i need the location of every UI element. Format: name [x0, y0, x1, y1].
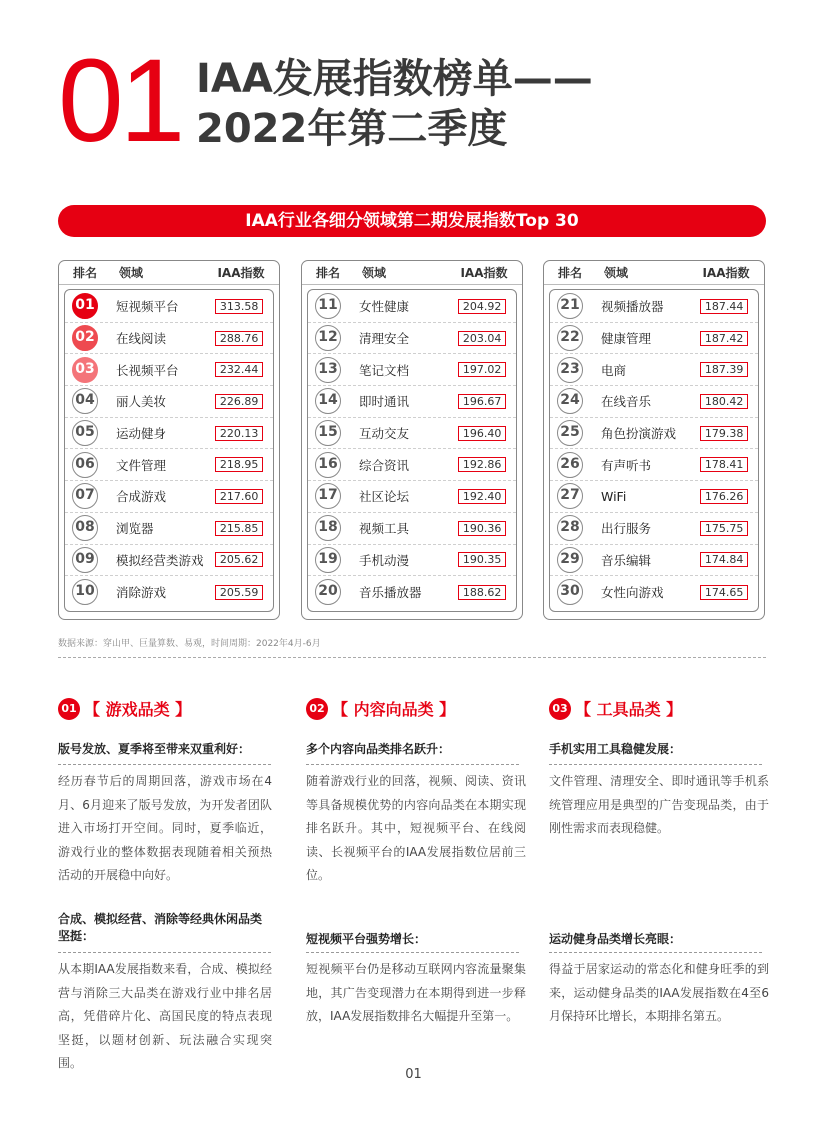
column-header-field: 领域 — [119, 266, 144, 280]
index-value: 205.62 — [215, 552, 263, 567]
table-header — [59, 261, 279, 285]
rank-badge: 03 — [72, 357, 98, 383]
category-title: 【 游戏品类 】 — [84, 700, 192, 719]
index-value: 175.75 — [700, 521, 748, 536]
index-value: 204.92 — [458, 299, 506, 314]
column-header-field: 领域 — [604, 266, 629, 280]
games-paragraph-1: 经历春节后的周期回落，游戏市场在4月、6月迎来了版号发放，为开发者团队进入市场打开空间。同时，夏季临近，游戏行业的整体数据表现随着相关预热活动的开展稳中向好。 — [58, 774, 272, 882]
field-name: WiFi — [601, 488, 627, 504]
field-name: 女性健康 — [359, 299, 410, 315]
rank-badge: 09 — [72, 547, 98, 573]
section-number: 01 — [58, 35, 182, 167]
tools-subheading-2: 运动健身品类增长亮眼： — [549, 932, 682, 946]
table-row — [550, 513, 758, 545]
column-header-rank: 排名 — [315, 266, 340, 280]
table-row — [550, 386, 758, 418]
rank-badge: 19 — [315, 547, 341, 573]
table-row — [65, 513, 273, 545]
rank-badge: 14 — [315, 388, 341, 414]
index-value: 187.39 — [700, 362, 748, 377]
rank-badge: 15 — [315, 420, 341, 446]
field-name: 社区论坛 — [359, 489, 410, 505]
index-value: 196.40 — [458, 426, 506, 441]
dashed-rule — [549, 764, 762, 765]
table-row — [65, 354, 273, 386]
category-number-badge: 01 — [58, 698, 80, 720]
content-paragraph-2: 短视频平台仍是移动互联网内容流量聚集地，其广告变现潜力在本期得到进一步释放，IAA发展指数排名大幅提升至第一。 — [306, 962, 526, 1023]
table-row — [308, 386, 516, 418]
section-divider — [58, 657, 766, 658]
ranking-table-1 — [58, 260, 280, 620]
rank-badge: 08 — [72, 515, 98, 541]
field-name: 在线阅读 — [116, 331, 167, 347]
index-value: 187.42 — [700, 331, 748, 346]
content-subheading-1: 多个内容向品类排名跃升： — [306, 742, 451, 756]
column-header-index: IAA指数 — [217, 266, 265, 280]
tools-paragraph-1: 文件管理、清理安全、即时通讯等手机系统管理应用是典型的广告变现品类，由于刚性需求而表现稳健。 — [549, 774, 769, 835]
field-name: 视频播放器 — [601, 299, 664, 315]
table-row — [308, 323, 516, 355]
index-value: 174.84 — [700, 552, 748, 567]
table-row — [65, 576, 273, 608]
field-name: 互动交友 — [359, 426, 410, 442]
field-name: 出行服务 — [601, 521, 652, 537]
rank-badge: 13 — [315, 357, 341, 383]
table-row — [550, 545, 758, 577]
rank-badge: 25 — [557, 420, 583, 446]
dashed-rule — [549, 952, 762, 953]
index-value: 313.58 — [215, 299, 263, 314]
games-subheading-1: 版号发放、夏季将至带来双重利好： — [58, 742, 251, 756]
index-value: 179.38 — [700, 426, 748, 441]
rank-badge: 26 — [557, 452, 583, 478]
tools-subheading-1: 手机实用工具稳健发展： — [549, 742, 682, 756]
field-name: 文件管理 — [116, 457, 167, 473]
category-number-badge: 02 — [306, 698, 328, 720]
table-header — [302, 261, 522, 285]
rank-badge: 04 — [72, 388, 98, 414]
index-value: 203.04 — [458, 331, 506, 346]
index-value: 192.40 — [458, 489, 506, 504]
index-value: 190.36 — [458, 521, 506, 536]
index-value: 192.86 — [458, 457, 506, 472]
index-value: 288.76 — [215, 331, 263, 346]
rank-badge: 16 — [315, 452, 341, 478]
top30-banner: IAA行业各细分领域第二期发展指数Top 30 — [58, 205, 766, 237]
games-subheading-2: 合成、模拟经营、消除等经典休闲品类坚挺： — [58, 912, 263, 943]
field-name: 视频工具 — [359, 521, 410, 537]
rank-badge: 28 — [557, 515, 583, 541]
category-number-badge: 03 — [549, 698, 571, 720]
rank-badge: 27 — [557, 483, 583, 509]
content-subheading-2: 短视频平台强势增长： — [306, 932, 427, 946]
table-row — [65, 481, 273, 513]
title-line-2: 2022年第二季度 — [196, 106, 508, 152]
data-source-note: 数据来源：穿山甲、巨量算数、易观，时间周期：2022年4月-6月 — [58, 639, 321, 649]
index-value: 178.41 — [700, 457, 748, 472]
table-row — [550, 418, 758, 450]
field-name: 综合资讯 — [359, 457, 410, 473]
table-body — [307, 289, 517, 612]
field-name: 消除游戏 — [116, 585, 167, 601]
index-value: 197.02 — [458, 362, 506, 377]
column-header-index: IAA指数 — [460, 266, 508, 280]
index-value: 187.44 — [700, 299, 748, 314]
field-name: 手机动漫 — [359, 552, 410, 568]
page-title — [196, 54, 593, 154]
index-value: 176.26 — [700, 489, 748, 504]
index-value: 180.42 — [700, 394, 748, 409]
rank-badge: 22 — [557, 325, 583, 351]
table-row — [65, 291, 273, 323]
field-name: 长视频平台 — [116, 362, 179, 378]
index-value: 226.89 — [215, 394, 263, 409]
field-name: 丽人美妆 — [116, 394, 167, 410]
table-row — [550, 323, 758, 355]
field-name: 音乐播放器 — [359, 585, 422, 601]
table-row — [308, 418, 516, 450]
rank-badge: 23 — [557, 357, 583, 383]
field-name: 角色扮演游戏 — [601, 426, 677, 442]
rank-badge: 18 — [315, 515, 341, 541]
ranking-table-3 — [543, 260, 765, 620]
table-row — [308, 449, 516, 481]
dashed-rule — [306, 764, 519, 765]
tools-paragraph-2: 得益于居家运动的常态化和健身旺季的到来，运动健身品类的IAA发展指数在4至6月保持环比增长，本期排名第五。 — [549, 962, 769, 1023]
content-paragraph-1: 随着游戏行业的回落，视频、阅读、资讯等具备规模优势的内容向品类在本期实现排名跃升。其中，短视频平台、在线阅读、长视频平台的IAA发展指数位居前三位。 — [306, 774, 526, 882]
table-row — [65, 545, 273, 577]
table-row — [550, 354, 758, 386]
rank-badge: 24 — [557, 388, 583, 414]
category-title: 【 内容向品类 】 — [332, 700, 456, 719]
index-value: 174.65 — [700, 585, 748, 600]
field-name: 模拟经营类游戏 — [116, 552, 204, 568]
index-value: 205.59 — [215, 585, 263, 600]
category-tools-header — [549, 697, 682, 720]
games-paragraph-2: 从本期IAA发展指数来看，合成、模拟经营与消除三大品类在游戏行业中排名居高，凭借碎片化、高国民度的特点表现坚挺，以题材创新、玩法融合实现突围。 — [58, 962, 272, 1070]
field-name: 电商 — [601, 362, 627, 378]
field-name: 浏览器 — [116, 521, 154, 537]
dashed-rule — [58, 952, 271, 953]
field-name: 在线音乐 — [601, 394, 652, 410]
field-name: 合成游戏 — [116, 489, 167, 505]
index-value: 190.35 — [458, 552, 506, 567]
column-header-rank: 排名 — [72, 266, 97, 280]
title-line-1: IAA发展指数榜单—— — [196, 56, 593, 102]
index-value: 220.13 — [215, 426, 263, 441]
table-row — [550, 291, 758, 323]
index-value: 215.85 — [215, 521, 263, 536]
rank-badge: 11 — [315, 293, 341, 319]
field-name: 女性向游戏 — [601, 585, 664, 601]
table-row — [550, 481, 758, 513]
table-row — [308, 481, 516, 513]
table-row — [308, 291, 516, 323]
category-games-header — [58, 697, 191, 720]
rank-badge: 21 — [557, 293, 583, 319]
category-content-header — [306, 697, 455, 720]
table-row — [65, 323, 273, 355]
field-name: 健康管理 — [601, 331, 652, 347]
rank-badge: 20 — [315, 579, 341, 605]
dashed-rule — [306, 952, 519, 953]
index-value: 188.62 — [458, 585, 506, 600]
index-value: 196.67 — [458, 394, 506, 409]
column-header-index: IAA指数 — [702, 266, 750, 280]
table-row — [308, 354, 516, 386]
table-row — [550, 449, 758, 481]
field-name: 音乐编辑 — [601, 552, 652, 568]
table-row — [65, 386, 273, 418]
category-title: 【 工具品类 】 — [575, 700, 683, 719]
rank-badge: 30 — [557, 579, 583, 605]
field-name: 有声听书 — [601, 457, 652, 473]
table-body — [549, 289, 759, 612]
rank-badge: 06 — [72, 452, 98, 478]
table-body — [64, 289, 274, 612]
rank-badge: 01 — [72, 293, 98, 319]
rank-badge: 12 — [315, 325, 341, 351]
column-header-field: 领域 — [362, 266, 387, 280]
rank-badge: 07 — [72, 483, 98, 509]
hero-header — [58, 35, 778, 167]
rank-badge: 05 — [72, 420, 98, 446]
field-name: 即时通讯 — [359, 394, 410, 410]
table-row — [65, 418, 273, 450]
index-value: 232.44 — [215, 362, 263, 377]
ranking-table-2 — [301, 260, 523, 620]
rank-badge: 17 — [315, 483, 341, 509]
table-row — [550, 576, 758, 608]
field-name: 运动健身 — [116, 426, 167, 442]
table-row — [308, 513, 516, 545]
table-row — [308, 576, 516, 608]
table-row — [65, 449, 273, 481]
page-number: 01 — [405, 1067, 422, 1082]
table-header — [544, 261, 764, 285]
field-name: 笔记文档 — [359, 362, 410, 378]
rank-badge: 02 — [72, 325, 98, 351]
table-row — [308, 545, 516, 577]
rank-badge: 10 — [72, 579, 98, 605]
index-value: 218.95 — [215, 457, 263, 472]
field-name: 短视频平台 — [116, 299, 179, 315]
field-name: 清理安全 — [359, 331, 410, 347]
column-header-rank: 排名 — [557, 266, 582, 280]
dashed-rule — [58, 764, 271, 765]
rank-badge: 29 — [557, 547, 583, 573]
index-value: 217.60 — [215, 489, 263, 504]
